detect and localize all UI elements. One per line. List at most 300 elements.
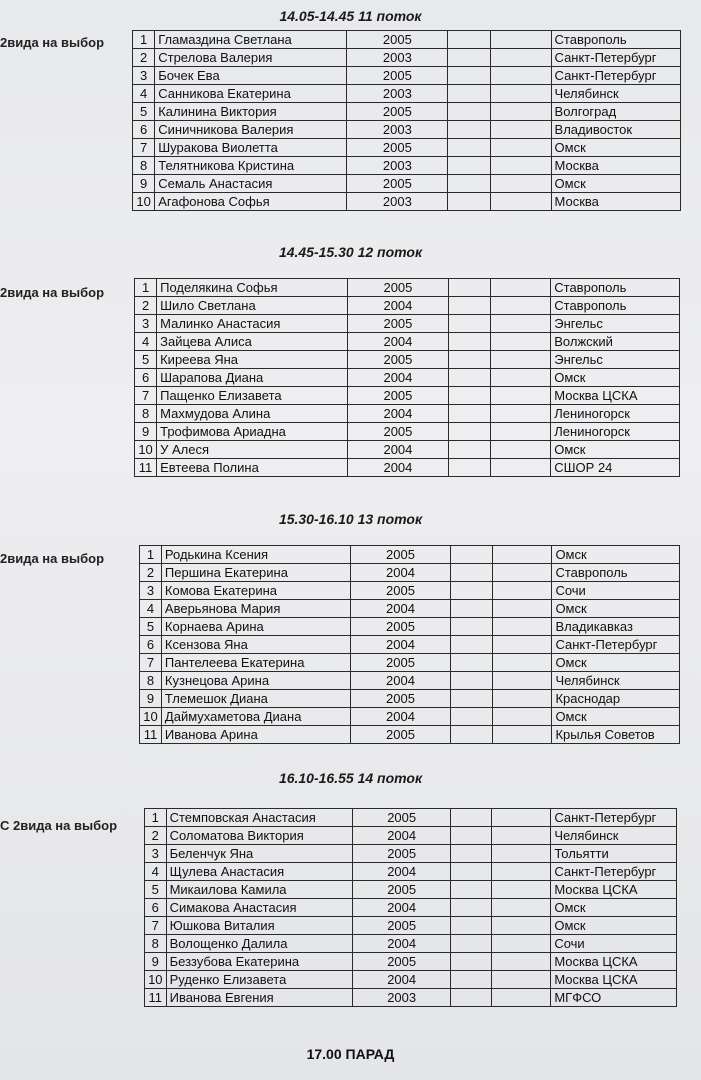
empty-cell xyxy=(450,708,492,726)
empty-cell xyxy=(448,121,490,139)
birth-year: 2005 xyxy=(351,654,451,672)
row-number: 4 xyxy=(145,863,167,881)
table-row xyxy=(145,845,677,863)
row-number: 7 xyxy=(145,917,167,935)
athlete-city: Омск xyxy=(551,139,680,157)
empty-cell xyxy=(448,351,490,369)
table-row xyxy=(140,600,680,618)
empty-cell xyxy=(448,49,490,67)
birth-year: 2005 xyxy=(353,953,451,971)
empty-cell xyxy=(490,31,551,49)
table-row xyxy=(145,809,677,827)
table-row xyxy=(145,881,677,899)
athlete-name: Стемповская Анастасия xyxy=(166,809,352,827)
row-number: 9 xyxy=(140,690,162,708)
athlete-city: Ставрополь xyxy=(551,31,680,49)
row-number: 6 xyxy=(140,636,162,654)
athlete-city: Омск xyxy=(551,917,677,935)
birth-year: 2004 xyxy=(348,459,449,477)
birth-year: 2005 xyxy=(347,175,448,193)
athlete-name: Тлемешок Диана xyxy=(161,690,350,708)
empty-cell xyxy=(451,953,492,971)
row-number: 6 xyxy=(145,899,167,917)
table-row xyxy=(135,333,680,351)
empty-cell xyxy=(448,31,490,49)
empty-cell xyxy=(490,279,550,297)
session-stream: 13 поток xyxy=(357,511,423,527)
session-table xyxy=(144,808,677,1007)
row-number: 4 xyxy=(140,600,162,618)
empty-cell xyxy=(448,423,490,441)
empty-cell xyxy=(490,193,551,211)
empty-cell xyxy=(492,546,552,564)
empty-cell xyxy=(448,441,490,459)
empty-cell xyxy=(490,423,550,441)
athlete-city: Волжский xyxy=(551,333,680,351)
athlete-city: Москва ЦСКА xyxy=(551,971,677,989)
athlete-city: Москва xyxy=(551,157,680,175)
row-number: 3 xyxy=(145,845,167,863)
table-row xyxy=(140,726,680,744)
athlete-name: Руденко Елизавета xyxy=(166,971,352,989)
empty-cell xyxy=(448,459,490,477)
empty-cell xyxy=(492,809,551,827)
table-row xyxy=(135,441,680,459)
table-row xyxy=(135,279,680,297)
empty-cell xyxy=(450,726,492,744)
row-number: 9 xyxy=(145,953,167,971)
athlete-city: Ставрополь xyxy=(552,564,680,582)
row-number: 5 xyxy=(140,618,162,636)
athlete-name: Трофимова Ариадна xyxy=(157,423,348,441)
empty-cell xyxy=(451,863,492,881)
table-row xyxy=(140,546,680,564)
row-number: 6 xyxy=(133,121,155,139)
athlete-name: Аверьянова Мария xyxy=(161,600,350,618)
birth-year: 2005 xyxy=(347,103,448,121)
athlete-name: Микаилова Камила xyxy=(166,881,352,899)
session-header xyxy=(0,8,701,24)
table-row xyxy=(135,459,680,477)
empty-cell xyxy=(448,315,490,333)
row-number: 5 xyxy=(145,881,167,899)
athlete-name: Даймухаметова Диана xyxy=(161,708,350,726)
table-row xyxy=(133,103,681,121)
athlete-city: Челябинск xyxy=(552,672,680,690)
empty-cell xyxy=(492,881,551,899)
row-number: 4 xyxy=(133,85,155,103)
empty-cell xyxy=(450,654,492,672)
row-number: 8 xyxy=(135,405,157,423)
row-number: 4 xyxy=(135,333,157,351)
session-label: 2вида на выбор xyxy=(0,285,105,300)
table-row xyxy=(135,351,680,369)
empty-cell xyxy=(448,85,490,103)
empty-cell xyxy=(451,845,492,863)
athlete-city: Ставрополь xyxy=(551,279,680,297)
table-row xyxy=(145,863,677,881)
row-number: 2 xyxy=(133,49,155,67)
table-row xyxy=(133,49,681,67)
athlete-name: Пащенко Елизавета xyxy=(157,387,348,405)
athlete-city: Санкт-Петербург xyxy=(552,636,680,654)
table-row xyxy=(135,369,680,387)
athlete-city: Сочи xyxy=(552,582,680,600)
empty-cell xyxy=(450,600,492,618)
athlete-city: Владивосток xyxy=(551,121,680,139)
empty-cell xyxy=(451,827,492,845)
athlete-city: СШОР 24 xyxy=(551,459,680,477)
birth-year: 2005 xyxy=(351,726,451,744)
empty-cell xyxy=(490,121,551,139)
row-number: 1 xyxy=(145,809,167,827)
athlete-city: Челябинск xyxy=(551,827,677,845)
row-number: 7 xyxy=(133,139,155,157)
session-header xyxy=(0,770,701,786)
athlete-name: Махмудова Алина xyxy=(157,405,348,423)
empty-cell xyxy=(490,351,550,369)
table-row xyxy=(140,618,680,636)
birth-year: 2003 xyxy=(347,121,448,139)
row-number: 1 xyxy=(140,546,162,564)
row-number: 7 xyxy=(140,654,162,672)
session-time: 16.10-16.55 xyxy=(278,770,354,786)
birth-year: 2004 xyxy=(351,600,451,618)
row-number: 8 xyxy=(140,672,162,690)
session-header xyxy=(0,244,701,260)
empty-cell xyxy=(490,405,550,423)
empty-cell xyxy=(448,297,490,315)
empty-cell xyxy=(448,387,490,405)
athlete-name: Бочек Ева xyxy=(155,67,347,85)
empty-cell xyxy=(448,279,490,297)
athlete-city: Волгоград xyxy=(551,103,680,121)
session-time: 14.45-15.30 xyxy=(278,244,354,260)
athlete-name: Поделякина Софья xyxy=(157,279,348,297)
birth-year: 2005 xyxy=(348,423,449,441)
birth-year: 2004 xyxy=(348,297,449,315)
empty-cell xyxy=(492,917,551,935)
session-label: С 2вида на выбор xyxy=(0,818,118,833)
athlete-name: Шуракова Виолетта xyxy=(155,139,347,157)
table-row xyxy=(133,67,681,85)
birth-year: 2005 xyxy=(351,582,451,600)
session-table xyxy=(134,278,680,477)
row-number: 2 xyxy=(135,297,157,315)
empty-cell xyxy=(451,881,492,899)
athlete-city: Москва xyxy=(551,193,680,211)
empty-cell xyxy=(490,175,551,193)
empty-cell xyxy=(492,899,551,917)
birth-year: 2005 xyxy=(353,809,451,827)
athlete-city: Крылья Советов xyxy=(552,726,680,744)
athlete-city: Энгельс xyxy=(551,351,680,369)
table-row xyxy=(135,387,680,405)
session-table xyxy=(139,545,680,744)
birth-year: 2004 xyxy=(348,405,449,423)
empty-cell xyxy=(490,315,550,333)
athlete-city: Санкт-Петербург xyxy=(551,49,680,67)
athlete-name: Беззубова Екатерина xyxy=(166,953,352,971)
session-time: 14.05-14.45 xyxy=(279,8,355,24)
birth-year: 2005 xyxy=(351,690,451,708)
empty-cell xyxy=(492,618,552,636)
row-number: 7 xyxy=(135,387,157,405)
birth-year: 2004 xyxy=(351,636,451,654)
row-number: 11 xyxy=(145,989,167,1007)
empty-cell xyxy=(450,690,492,708)
empty-cell xyxy=(492,708,552,726)
row-number: 10 xyxy=(135,441,157,459)
athlete-name: Соломатова Виктория xyxy=(166,827,352,845)
empty-cell xyxy=(490,85,551,103)
row-number: 5 xyxy=(133,103,155,121)
birth-year: 2004 xyxy=(348,333,449,351)
table-row xyxy=(133,121,681,139)
athlete-name: Корнаева Арина xyxy=(161,618,350,636)
athlete-name: Санникова Екатерина xyxy=(155,85,347,103)
athlete-city: Омск xyxy=(551,441,680,459)
empty-cell xyxy=(492,827,551,845)
athlete-name: Першина Екатерина xyxy=(161,564,350,582)
empty-cell xyxy=(490,157,551,175)
athlete-city: Ставрополь xyxy=(551,297,680,315)
birth-year: 2005 xyxy=(347,31,448,49)
birth-year: 2004 xyxy=(353,935,451,953)
athlete-name: Гламаздина Светлана xyxy=(155,31,347,49)
row-number: 1 xyxy=(133,31,155,49)
birth-year: 2004 xyxy=(351,708,451,726)
athlete-name: Ксензова Яна xyxy=(161,636,350,654)
empty-cell xyxy=(450,546,492,564)
session-label: 2вида на выбор xyxy=(0,551,105,566)
athlete-city: Москва ЦСКА xyxy=(551,881,677,899)
empty-cell xyxy=(492,863,551,881)
athlete-name: Иванова Арина xyxy=(161,726,350,744)
empty-cell xyxy=(451,809,492,827)
birth-year: 2005 xyxy=(348,351,449,369)
athlete-city: Энгельс xyxy=(551,315,680,333)
table-row xyxy=(135,315,680,333)
table-row xyxy=(140,708,680,726)
birth-year: 2004 xyxy=(348,369,449,387)
table-row xyxy=(145,935,677,953)
athlete-city: Москва ЦСКА xyxy=(551,953,677,971)
row-number: 11 xyxy=(140,726,162,744)
empty-cell xyxy=(490,103,551,121)
athlete-city: Омск xyxy=(552,708,680,726)
empty-cell xyxy=(492,636,552,654)
session-stream: 12 поток xyxy=(357,244,423,260)
birth-year: 2004 xyxy=(348,441,449,459)
birth-year: 2005 xyxy=(351,618,451,636)
athlete-city: Тольятти xyxy=(551,845,677,863)
row-number: 9 xyxy=(133,175,155,193)
table-row xyxy=(133,31,681,49)
row-number: 8 xyxy=(145,935,167,953)
empty-cell xyxy=(450,672,492,690)
empty-cell xyxy=(492,953,551,971)
empty-cell xyxy=(490,387,550,405)
table-row xyxy=(133,139,681,157)
athlete-name: Волощенко Далила xyxy=(166,935,352,953)
athlete-city: Челябинск xyxy=(551,85,680,103)
empty-cell xyxy=(451,971,492,989)
birth-year: 2005 xyxy=(347,67,448,85)
athlete-city: Лениногорск xyxy=(551,405,680,423)
empty-cell xyxy=(490,441,550,459)
table-row xyxy=(145,989,677,1007)
session-label: 2вида на выбор xyxy=(0,35,105,50)
athlete-city: МГФСО xyxy=(551,989,677,1007)
row-number: 9 xyxy=(135,423,157,441)
table-row xyxy=(145,827,677,845)
table-row xyxy=(140,636,680,654)
row-number: 10 xyxy=(133,193,155,211)
table-row xyxy=(140,672,680,690)
row-number: 10 xyxy=(140,708,162,726)
athlete-name: Щулева Анастасия xyxy=(166,863,352,881)
birth-year: 2003 xyxy=(347,193,448,211)
row-number: 8 xyxy=(133,157,155,175)
empty-cell xyxy=(451,989,492,1007)
empty-cell xyxy=(448,333,490,351)
empty-cell xyxy=(450,582,492,600)
table-row xyxy=(133,193,681,211)
athlete-name: Калинина Виктория xyxy=(155,103,347,121)
empty-cell xyxy=(490,49,551,67)
empty-cell xyxy=(492,582,552,600)
athlete-name: Кузнецова Арина xyxy=(161,672,350,690)
table-row xyxy=(140,582,680,600)
empty-cell xyxy=(451,935,492,953)
athlete-name: Пантелеева Екатерина xyxy=(161,654,350,672)
athlete-name: Шарапова Диана xyxy=(157,369,348,387)
table-row xyxy=(145,917,677,935)
empty-cell xyxy=(448,175,490,193)
athlete-name: Стрелова Валерия xyxy=(155,49,347,67)
table-row xyxy=(135,423,680,441)
birth-year: 2005 xyxy=(348,387,449,405)
athlete-name: Семаль Анастасия xyxy=(155,175,347,193)
table-row xyxy=(140,690,680,708)
row-number: 6 xyxy=(135,369,157,387)
row-number: 2 xyxy=(140,564,162,582)
empty-cell xyxy=(448,369,490,387)
birth-year: 2003 xyxy=(347,157,448,175)
athlete-city: Омск xyxy=(551,369,680,387)
empty-cell xyxy=(492,672,552,690)
birth-year: 2004 xyxy=(353,899,451,917)
row-number: 2 xyxy=(145,827,167,845)
empty-cell xyxy=(448,67,490,85)
birth-year: 2003 xyxy=(353,989,451,1007)
empty-cell xyxy=(448,157,490,175)
athlete-name: Родькина Ксения xyxy=(161,546,350,564)
empty-cell xyxy=(450,618,492,636)
empty-cell xyxy=(492,971,551,989)
empty-cell xyxy=(490,139,551,157)
table-row xyxy=(133,175,681,193)
birth-year: 2005 xyxy=(347,139,448,157)
athlete-name: Телятникова Кристина xyxy=(155,157,347,175)
row-number: 11 xyxy=(135,459,157,477)
birth-year: 2004 xyxy=(351,564,451,582)
empty-cell xyxy=(492,845,551,863)
session-table xyxy=(132,30,681,211)
table-row xyxy=(145,953,677,971)
athlete-name: Шило Светлана xyxy=(157,297,348,315)
athlete-city: Краснодар xyxy=(552,690,680,708)
table-row xyxy=(135,405,680,423)
table-row xyxy=(140,654,680,672)
empty-cell xyxy=(492,564,552,582)
birth-year: 2004 xyxy=(353,827,451,845)
table-row xyxy=(133,157,681,175)
empty-cell xyxy=(450,636,492,654)
athlete-city: Москва ЦСКА xyxy=(551,387,680,405)
empty-cell xyxy=(490,369,550,387)
empty-cell xyxy=(490,67,551,85)
athlete-name: Евтеева Полина xyxy=(157,459,348,477)
empty-cell xyxy=(448,139,490,157)
birth-year: 2005 xyxy=(353,881,451,899)
session-stream: 14 поток xyxy=(357,770,423,786)
session-time: 15.30-16.10 xyxy=(278,511,354,527)
empty-cell xyxy=(492,654,552,672)
birth-year: 2005 xyxy=(353,845,451,863)
row-number: 1 xyxy=(135,279,157,297)
empty-cell xyxy=(492,690,552,708)
birth-year: 2003 xyxy=(347,49,448,67)
athlete-name: Киреева Яна xyxy=(157,351,348,369)
birth-year: 2004 xyxy=(353,863,451,881)
athlete-city: Омск xyxy=(552,600,680,618)
session-header xyxy=(0,511,701,527)
row-number: 3 xyxy=(140,582,162,600)
row-number: 3 xyxy=(135,315,157,333)
row-number: 3 xyxy=(133,67,155,85)
birth-year: 2003 xyxy=(347,85,448,103)
parade-title: 17.00 ПАРАД xyxy=(306,1046,395,1062)
athlete-name: Синичникова Валерия xyxy=(155,121,347,139)
athlete-name: У Алеся xyxy=(157,441,348,459)
birth-year: 2005 xyxy=(351,546,451,564)
table-row xyxy=(135,297,680,315)
athlete-name: Иванова Евгения xyxy=(166,989,352,1007)
empty-cell xyxy=(492,989,551,1007)
empty-cell xyxy=(490,459,550,477)
empty-cell xyxy=(490,333,550,351)
athlete-city: Омск xyxy=(551,899,677,917)
row-number: 5 xyxy=(135,351,157,369)
table-row xyxy=(145,971,677,989)
birth-year: 2005 xyxy=(348,279,449,297)
table-row xyxy=(140,564,680,582)
athlete-name: Зайцева Алиса xyxy=(157,333,348,351)
birth-year: 2004 xyxy=(353,971,451,989)
birth-year: 2005 xyxy=(353,917,451,935)
empty-cell xyxy=(450,564,492,582)
empty-cell xyxy=(448,193,490,211)
birth-year: 2005 xyxy=(348,315,449,333)
row-number: 10 xyxy=(145,971,167,989)
athlete-name: Комова Екатерина xyxy=(161,582,350,600)
empty-cell xyxy=(451,899,492,917)
athlete-city: Омск xyxy=(552,546,680,564)
athlete-city: Омск xyxy=(552,654,680,672)
session-stream: 11 поток xyxy=(358,8,422,24)
